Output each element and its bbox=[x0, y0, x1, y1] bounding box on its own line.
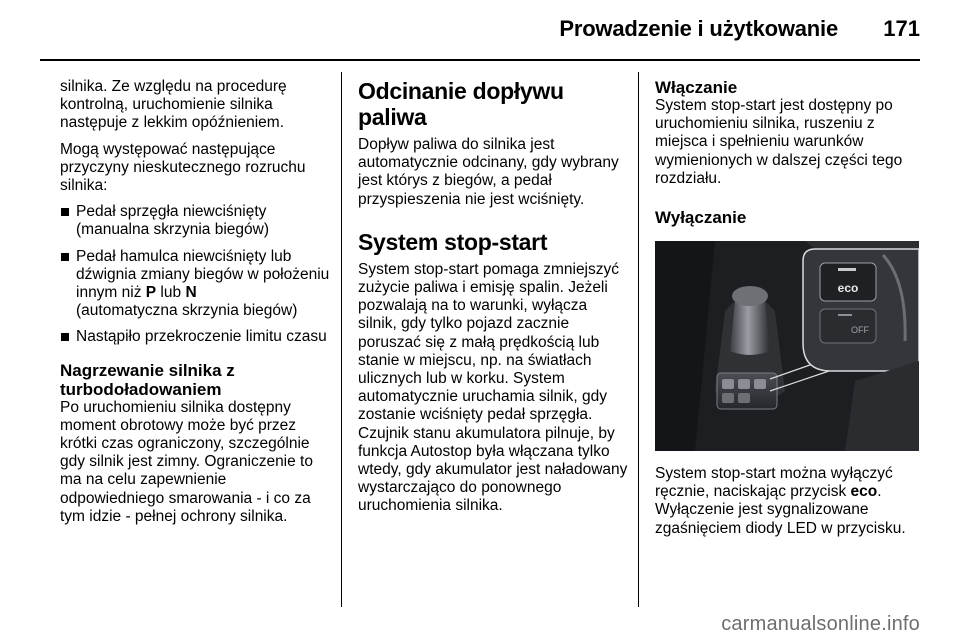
heading-deactivation: Wyłączanie bbox=[655, 208, 747, 228]
paragraph-deactivation: System stop-start można wyłączyć ręcznie, naciskając przycisk eco. Wyłączenie jest sygnalizowane zgaśnięciem diody LED w przycisku. bbox=[655, 465, 906, 537]
list-item-text: lub bbox=[156, 284, 186, 302]
paragraph-turbo: Po uruchomieniu silnika dostępny moment obrotowy może być przez krótki czas ograniczony, szczególnie gdy silnik jest zimny. Ograniczenie to ma na celu zapewnienie odpowiedniego smarowania - i co za tym idzie - pełnej ochrony silnika. bbox=[60, 398, 313, 525]
list-item-text: Pedał hamulca niewciśnięty lub dźwignia zmiany biegów w położeniu innym niż bbox=[76, 247, 330, 302]
heading-turbo-warmup: Nagrzewanie silnika z turbodoładowaniem bbox=[60, 360, 235, 399]
eco-button-photo bbox=[655, 241, 919, 451]
paragraph-stop-start: System stop-start pomaga zmniejszyć zużycie paliwa i emisję spalin. Jeżeli pozwalają na to warunki, wyłącza silnik, gdy tylko pojazd zacznie poruszać się z małą prędkością lub stanie w miejscu, np. na światłach ulicznych lub w korku. System automatycznie uruchamia silnik, gdy zostanie wciśnięty pedał sprzęgła. Czujnik stanu akumulatora pilnuje, by funkcja Autostop była włączana tylko wtedy, gdy akumulator jest naładowany wystarczająco do ponownego uruchomienia silnika. bbox=[358, 260, 628, 515]
heading-activation: Włączanie bbox=[655, 78, 738, 97]
list-item bbox=[60, 248, 330, 321]
column-divider-2 bbox=[638, 72, 639, 607]
list-item-text: Pedał sprzęgła niewciśnięty (manualna skrzynia biegów) bbox=[76, 203, 269, 239]
column-3 bbox=[655, 78, 925, 546]
paragraph-delay: silnika. Ze względu na procedurę kontrolną, uruchomienie silnika następuje z lekkim opóźnieniem. bbox=[60, 78, 287, 132]
paragraph-activation: System stop-start jest dostępny po uruchomieniu silnika, ruszeniu z miejsca i spełnieniu warunków wymienionych w dalszej części tego rozdziału. bbox=[655, 97, 903, 187]
off-switch-label: OFF bbox=[851, 325, 869, 336]
watermark: carmanualsonline.info bbox=[721, 613, 920, 635]
bullet-icon bbox=[61, 253, 69, 261]
page-title: Prowadzenie i użytkowanie bbox=[559, 16, 838, 41]
bullet-icon bbox=[61, 208, 69, 216]
header-rule bbox=[40, 59, 920, 61]
heading-stop-start: System stop-start bbox=[358, 228, 548, 255]
list-item bbox=[60, 328, 330, 346]
list-item bbox=[60, 203, 330, 239]
gear-p-label: P bbox=[145, 284, 157, 302]
paragraph-causes: Mogą występować następujące przyczyny nieskutecznego rozruchu silnika: bbox=[60, 140, 306, 195]
eco-inline-label: eco bbox=[850, 483, 878, 501]
center-console-illustration bbox=[655, 241, 919, 451]
bullet-icon bbox=[61, 333, 69, 341]
eco-button-label: eco bbox=[837, 281, 859, 296]
page-header bbox=[0, 0, 960, 60]
gear-n-label: N bbox=[185, 284, 197, 302]
heading-fuel-cutoff: Odcinanie dopływu paliwa bbox=[358, 78, 564, 130]
column-divider-1 bbox=[341, 72, 342, 607]
column-1 bbox=[60, 78, 330, 534]
list-item-text: (automatyczna skrzynia biegów) bbox=[76, 302, 298, 320]
paragraph-fuel-cutoff: Dopływ paliwa do silnika jest automatycznie odcinany, gdy wybrany jest którys z biegów, a pedał przyspieszenia nie jest wciśnięty. bbox=[358, 136, 619, 208]
causes-list bbox=[60, 203, 330, 346]
page-number: 171 bbox=[883, 16, 920, 41]
list-item-text: Nastąpiło przekroczenie limitu czasu bbox=[76, 328, 327, 346]
column-2 bbox=[358, 78, 628, 524]
